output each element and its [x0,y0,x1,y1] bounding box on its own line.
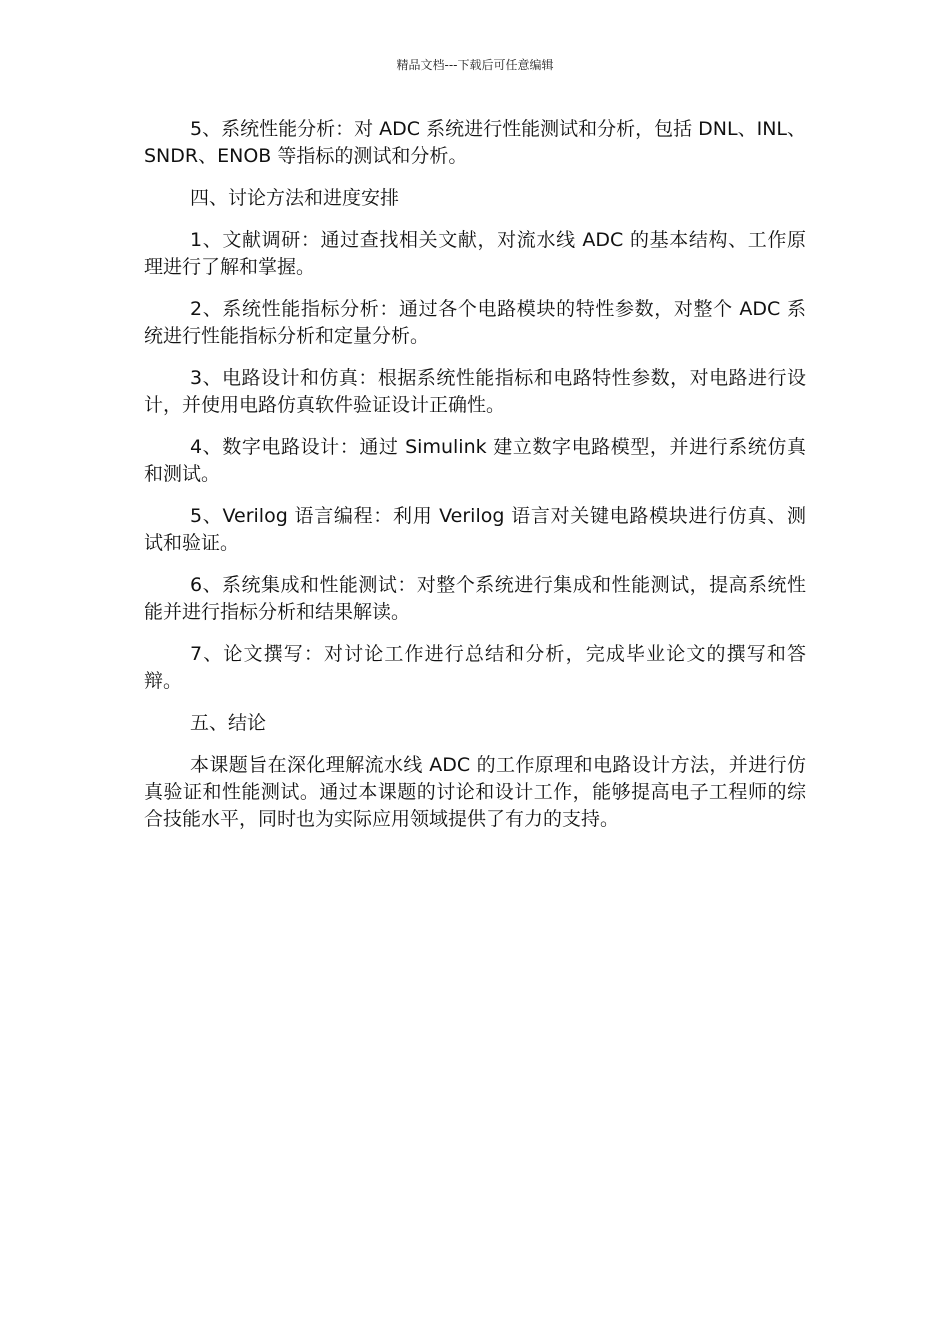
paragraph-system-integration: 6、系统集成和性能测试：对整个系统进行集成和性能测试，提高系统性能并进行指标分析和结果解读。 [144,574,806,623]
paragraph-metric-analysis: 2、系统性能指标分析：通过各个电路模块的特性参数，对整个 ADC 系统进行性能指标分析和定量分析。 [144,298,806,347]
paragraph-thesis-writing: 7、论文撰写：对讨论工作进行总结和分析，完成毕业论文的撰写和答辩。 [144,643,806,692]
paragraph-literature-review: 1、文献调研：通过查找相关文献，对流水线 ADC 的基本结构、工作原理进行了解和掌握。 [144,229,806,278]
paragraph-verilog-programming: 5、Verilog 语言编程：利用 Verilog 语言对关键电路模块进行仿真、测试和验证。 [144,505,806,554]
document-body [144,116,806,848]
paragraph-digital-circuit-design: 4、数字电路设计：通过 Simulink 建立数字电路模型，并进行系统仿真和测试。 [144,436,806,485]
section-heading-conclusion: 五、结论 [190,712,267,734]
section-heading-methods-schedule: 四、讨论方法和进度安排 [190,187,400,209]
paragraph-system-performance-analysis: 5、系统性能分析：对 ADC 系统进行性能测试和分析，包括 DNL、INL、SNDR、ENOB 等指标的测试和分析。 [144,118,806,167]
paragraph-conclusion: 本课题旨在深化理解流水线 ADC 的工作原理和电路设计方法，并进行仿真验证和性能测试。通过本课题的讨论和设计工作，能够提高电子工程师的综合技能水平，同时也为实际应用领域提供了有力的支持。 [144,754,806,830]
page-header: 精品文档---下载后可任意编辑 [396,58,554,72]
paragraph-circuit-design-simulation: 3、电路设计和仿真：根据系统性能指标和电路特性参数，对电路进行设计，并使用电路仿真软件验证设计正确性。 [144,367,806,416]
